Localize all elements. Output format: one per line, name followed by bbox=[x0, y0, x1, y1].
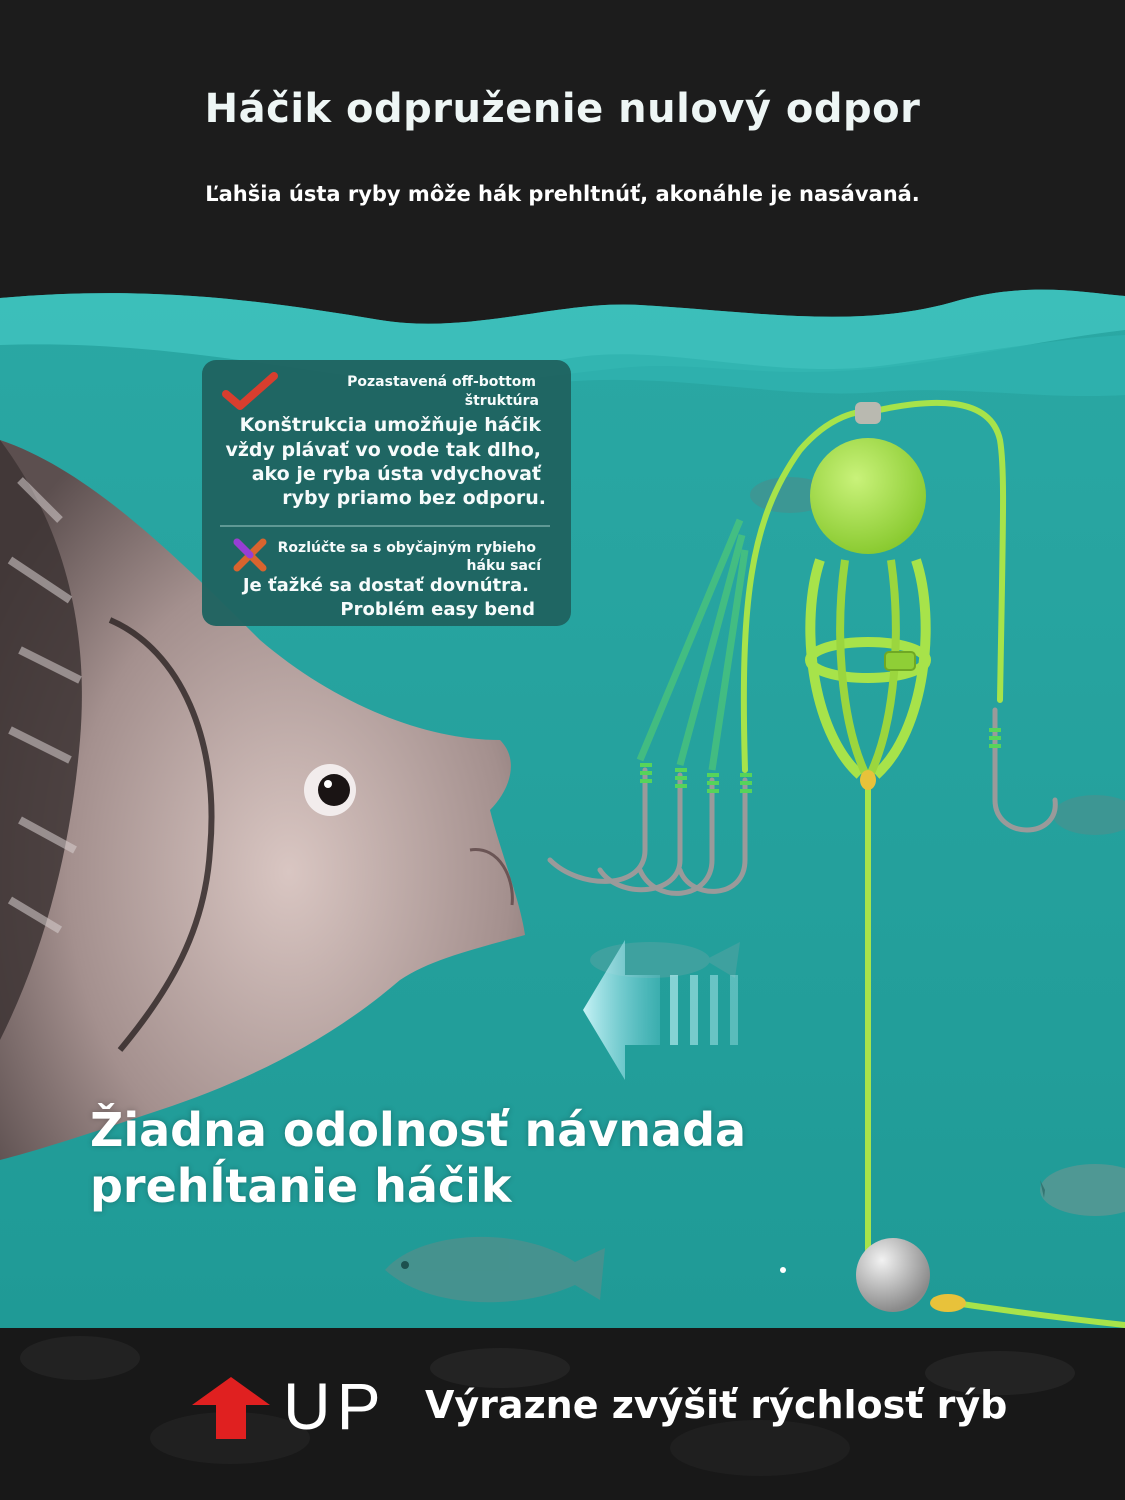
up-label: UP bbox=[283, 1369, 387, 1443]
good-body-line3: ako je ryba ústa vdychovať bbox=[251, 463, 541, 485]
bad-body-line2: Problém easy bend bbox=[340, 599, 535, 620]
headline-line1: Žiadna odolnosť návnada bbox=[90, 1103, 747, 1157]
good-heading-line1: Pozastavená off-bottom bbox=[347, 374, 536, 390]
good-body-line2: vždy plávať vo vode tak dlho, bbox=[225, 439, 541, 461]
good-body-line4: ryby priamo bez odporu. bbox=[282, 487, 546, 509]
page-subtitle: Ľahšia ústa ryby môže hák prehltnúť, akonáhle je nasávaná. bbox=[205, 182, 920, 206]
cross-icon bbox=[232, 538, 268, 572]
up-arrow-icon bbox=[190, 1375, 272, 1441]
info-divider bbox=[220, 525, 550, 527]
feature-info-box bbox=[202, 360, 571, 626]
good-body-line1: Konštrukcia umožňuje háčik bbox=[239, 414, 541, 436]
bad-body-line1: Je ťažké sa dostať dovnútra. bbox=[242, 575, 529, 596]
headline-line2: prehĺtanie háčik bbox=[90, 1159, 512, 1213]
main-headline bbox=[90, 1102, 746, 1214]
page-title: Háčik odpruženie nulový odpor bbox=[204, 86, 921, 132]
good-heading-line2: štruktúra bbox=[464, 393, 539, 409]
speed-claim: Výrazne zvýšiť rýchlosť rýb bbox=[425, 1383, 1008, 1427]
checkmark-icon bbox=[222, 372, 278, 412]
bad-heading-line1: Rozlúčte sa s obyčajným rybieho bbox=[277, 540, 536, 556]
bad-heading-line2: háku sací bbox=[466, 558, 541, 574]
